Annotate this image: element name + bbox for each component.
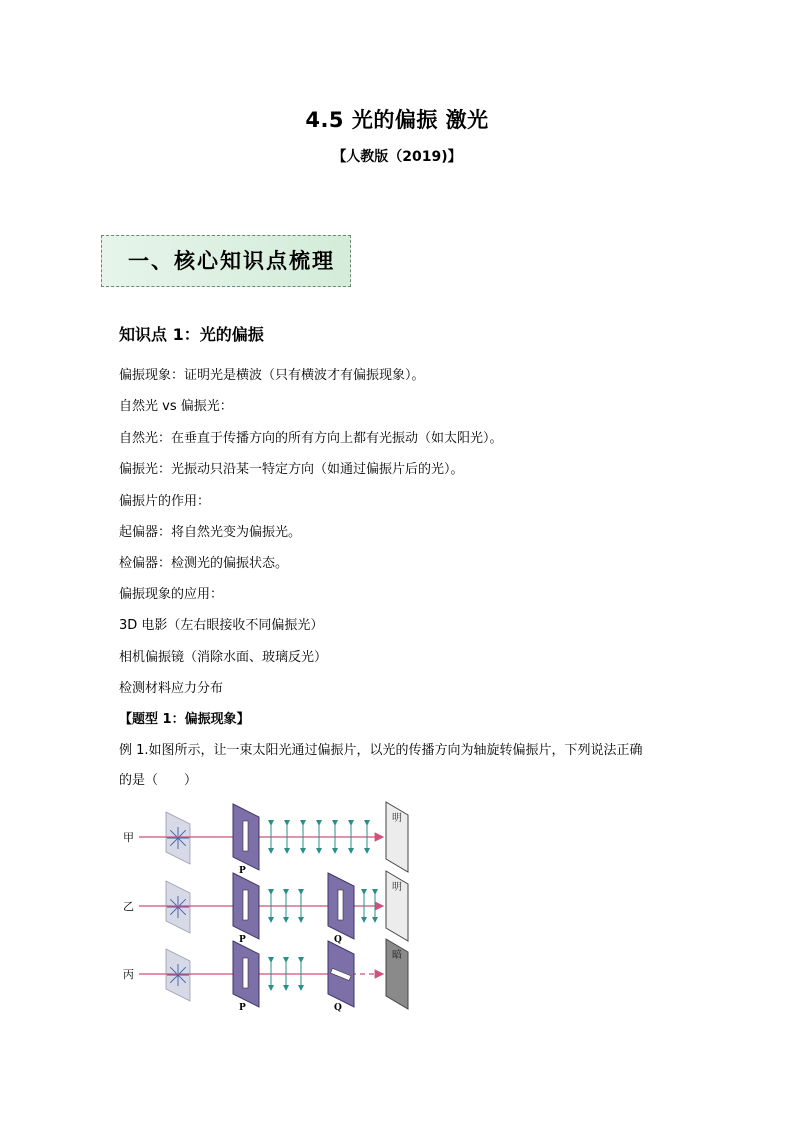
knowledge-point-heading: 知识点 1：光的偏振 xyxy=(119,325,264,344)
polarizer-q-slit xyxy=(338,890,343,920)
row-label: 乙 xyxy=(123,900,134,913)
question-type-heading: 【题型 1：偏振现象】 xyxy=(119,712,250,727)
section-heading: 一、核心知识点梳理 xyxy=(128,248,335,273)
polarizer-p-slit xyxy=(243,958,248,988)
text-line: 偏振现象：证明光是横波（只有横波才有偏振现象）。 xyxy=(119,368,425,383)
text-line: 3D 电影（左右眼接收不同偏振光） xyxy=(119,618,324,633)
section-heading-box xyxy=(101,235,351,287)
screen-label: 明 xyxy=(392,882,402,893)
doc-subtitle: 【人教版（2019)】 xyxy=(332,149,462,165)
polarizer-label-q: Q xyxy=(334,1003,342,1012)
polarizer-p-slit xyxy=(243,821,248,851)
screen-label: 明 xyxy=(392,813,402,824)
text-line: 检偏器：检测光的偏振状态。 xyxy=(119,556,289,571)
text-line: 检测材料应力分布 xyxy=(119,681,224,696)
text-line: 自然光：在垂直于传播方向的所有方向上都有光振动（如太阳光）。 xyxy=(119,431,503,446)
text-line: 相机偏振镜（消除水面、玻璃反光） xyxy=(119,650,328,665)
text-line: 自然光 vs 偏振光： xyxy=(119,399,233,414)
text-line: 偏振现象的应用： xyxy=(119,587,224,602)
question-stem-line1: 例 1.如图所示，让一束太阳光通过偏振片，以光的传播方向为轴旋转偏振片，下列说法正确 xyxy=(119,743,643,758)
polarizer-label-p: P xyxy=(239,1003,246,1012)
polarization-diagram xyxy=(119,800,419,1012)
screen-label: 暗 xyxy=(392,950,402,961)
polarizer-label-p: P xyxy=(239,935,246,945)
doc-title: 4.5 光的偏振 激光 xyxy=(305,108,489,132)
question-stem-line2: 的是（ ） xyxy=(119,773,198,788)
polarizer-label-p: P xyxy=(239,866,246,876)
row-label: 甲 xyxy=(123,831,134,844)
row-label: 丙 xyxy=(123,968,134,981)
text-line: 偏振光：光振动只沿某一特定方向（如通过偏振片后的光）。 xyxy=(119,462,464,477)
polarizer-label-q: Q xyxy=(334,935,342,945)
text-line: 起偏器：将自然光变为偏振光。 xyxy=(119,525,302,540)
polarizer-p-slit xyxy=(243,890,248,920)
text-line: 偏振片的作用： xyxy=(119,494,211,509)
